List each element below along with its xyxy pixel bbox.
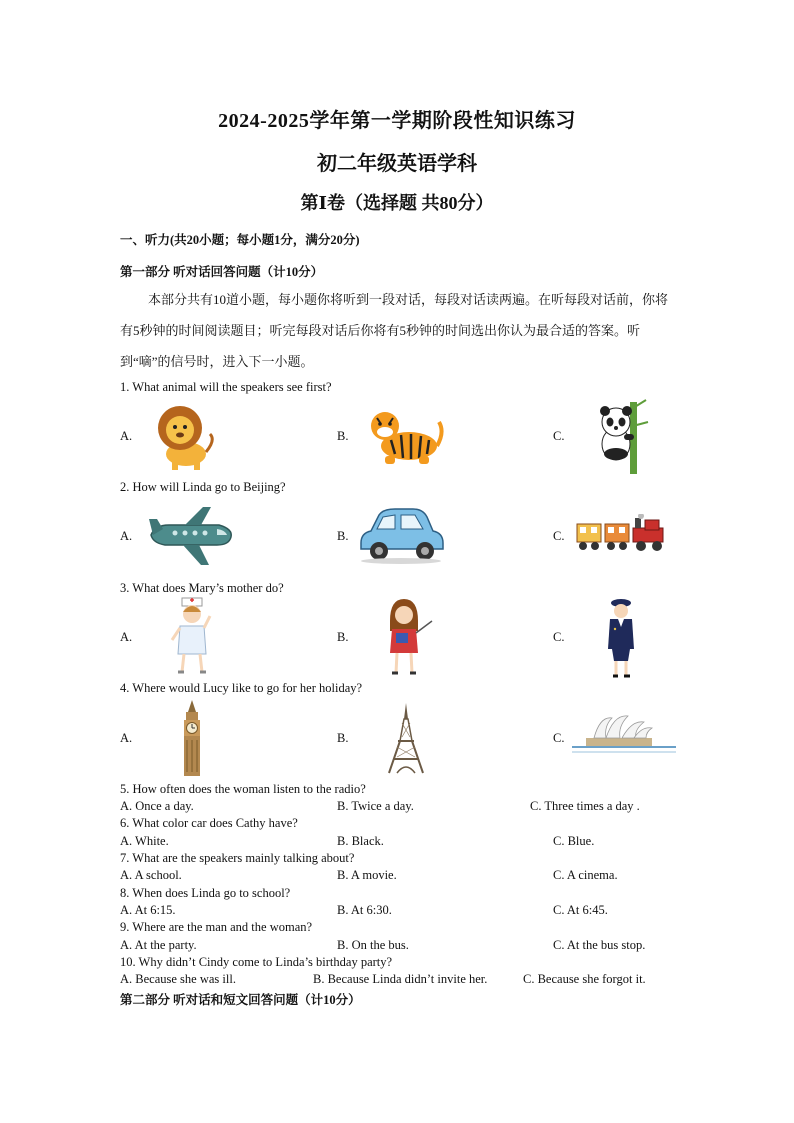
q5-option-c[interactable]: C. Three times a day . [530, 799, 640, 813]
listening-section-heading: 一、听力(共20小题；每小题1分，满分20分) [120, 233, 360, 247]
volume-heading: 第Ⅰ卷（选择题 共80分） [300, 193, 494, 213]
exam-title: 2024-2025学年第一学期阶段性知识练习 [218, 110, 576, 132]
question-9: 9. Where are the man and the woman? [120, 920, 313, 934]
q6-option-c[interactable]: C. Blue. [553, 834, 595, 848]
q10-option-c[interactable]: C. Because she forgot it. [523, 972, 646, 986]
q3-option-c[interactable]: C. [553, 630, 565, 644]
q8-option-c[interactable]: C. At 6:45. [553, 903, 608, 917]
lion-icon [150, 400, 216, 472]
question-4: 4. Where would Lucy like to go for her holiday? [120, 681, 363, 695]
part2-heading: 第二部分 听对话和短文回答问题（计10分） [120, 993, 361, 1007]
question-2: 2. How will Linda go to Beijing? [120, 480, 286, 494]
part1-heading: 第一部分 听对话回答问题（计10分） [120, 265, 324, 279]
airplane-icon [145, 505, 235, 567]
q5-option-b[interactable]: B. Twice a day. [337, 799, 414, 813]
q1-option-c[interactable]: C. [553, 429, 565, 443]
q8-option-b[interactable]: B. At 6:30. [337, 903, 392, 917]
q10-option-b[interactable]: B. Because Linda didn’t invite her. [313, 972, 488, 986]
policewoman-icon [604, 597, 638, 679]
question-3: 3. What does Mary’s mother do? [120, 581, 284, 595]
teacher-icon [382, 597, 434, 675]
q2-option-a[interactable]: A. [120, 529, 133, 543]
q4-option-b[interactable]: B. [337, 731, 349, 745]
q7-option-c[interactable]: C. A cinema. [553, 868, 618, 882]
q9-option-a[interactable]: A. At the party. [120, 938, 197, 952]
q2-option-c[interactable]: C. [553, 529, 565, 543]
instructions-text: 本部分共有10道小题，每小题你将听到一段对话，每段对话读两遍。在听每段对话前，你将有5秒钟的时间阅读题目；听完每段对话后你将有5秒钟的时间选出你认为最合适的答案。听到“嘀”的信号时，进入下一小题。 [120, 292, 669, 369]
question-5: 5. How often does the woman listen to the radio? [120, 782, 366, 796]
nurse-icon [170, 596, 214, 676]
q4-option-c[interactable]: C. [553, 731, 565, 745]
q3-option-b[interactable]: B. [337, 630, 349, 644]
q1-option-a[interactable]: A. [120, 429, 133, 443]
question-7: 7. What are the speakers mainly talking about? [120, 851, 355, 865]
question-1: 1. What animal will the speakers see first? [120, 380, 332, 394]
train-icon [575, 514, 671, 554]
instructions-paragraph [120, 284, 680, 377]
q7-option-a[interactable]: A. A school. [120, 868, 182, 882]
eiffel-tower-icon [385, 703, 427, 775]
q10-option-a[interactable]: A. Because she was ill. [120, 972, 236, 986]
question-6: 6. What color car does Cathy have? [120, 816, 298, 830]
q9-option-b[interactable]: B. On the bus. [337, 938, 409, 952]
q6-option-a[interactable]: A. White. [120, 834, 169, 848]
q6-option-b[interactable]: B. Black. [337, 834, 384, 848]
question-8: 8. When does Linda go to school? [120, 886, 291, 900]
q3-option-a[interactable]: A. [120, 630, 133, 644]
q4-option-a[interactable]: A. [120, 731, 133, 745]
tiger-icon [365, 402, 445, 472]
q7-option-b[interactable]: B. A movie. [337, 868, 397, 882]
sydney-opera-house-icon [572, 712, 676, 756]
exam-subtitle: 初二年级英语学科 [317, 153, 477, 175]
panda-icon [590, 396, 650, 476]
q5-option-a[interactable]: A. Once a day. [120, 799, 194, 813]
q1-option-b[interactable]: B. [337, 429, 349, 443]
question-10: 10. Why didn’t Cindy come to Linda’s birthday party? [120, 955, 393, 969]
q9-option-c[interactable]: C. At the bus stop. [553, 938, 646, 952]
q2-option-b[interactable]: B. [337, 529, 349, 543]
q8-option-a[interactable]: A. At 6:15. [120, 903, 176, 917]
car-icon [355, 505, 447, 565]
big-ben-icon [178, 700, 206, 776]
